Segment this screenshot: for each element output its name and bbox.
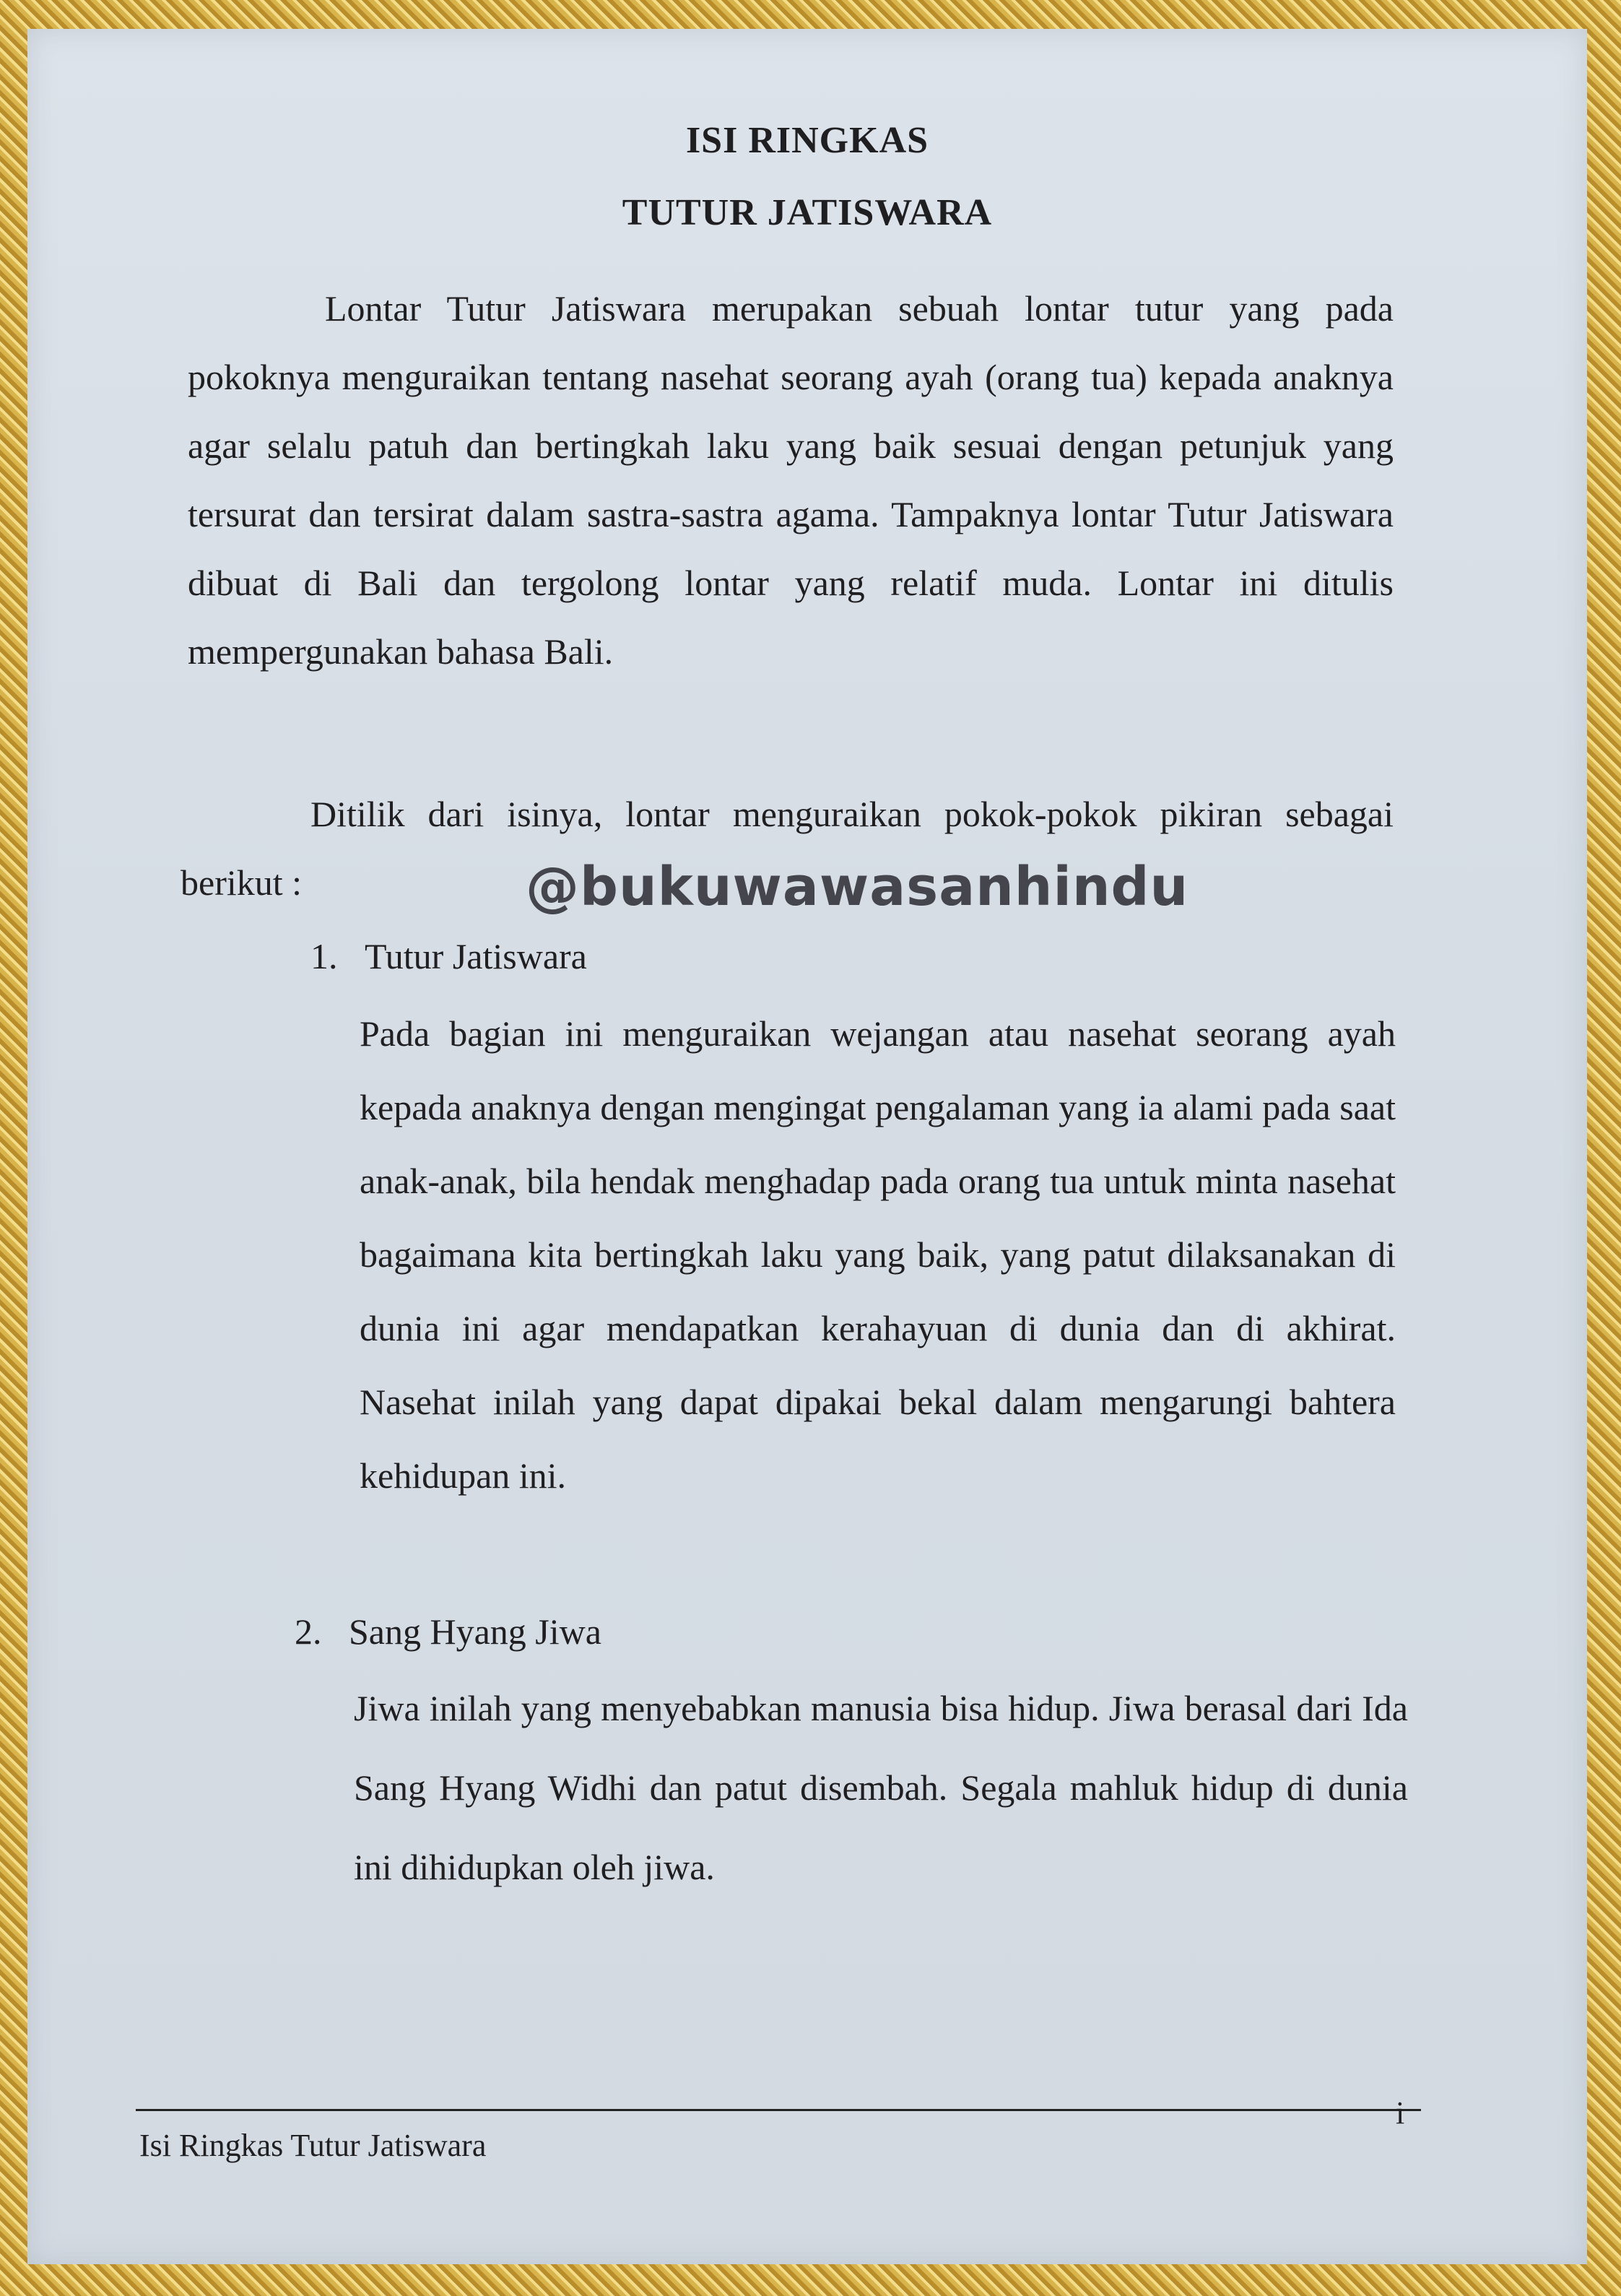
footer-title: Isi Ringkas Tutur Jatiswara [139, 2128, 487, 2163]
document-page [27, 29, 1587, 2264]
list-item-heading-2 [295, 1611, 601, 1652]
intro-paragraph: Lontar Tutur Jatiswara merupakan sebuah lontar tutur yang pada pokoknya menguraikan tentang nasehat seorang ayah (orang tua) kepada anaknya agar selalu patuh dan bertingkah laku yang baik sesuai dengan petunjuk yang tersurat dan tersirat dalam sastra-sastra agama. Tampaknya lontar Tutur Jatiswara dibuat di Bali dan tergolong lontar yang relatif muda. Lontar ini ditulis mempergunakan bahasa Bali. [188, 288, 1394, 672]
list-item-number: 1. [310, 936, 338, 976]
list-item-title: Tutur Jatiswara [365, 936, 587, 976]
list-item-title: Sang Hyang Jiwa [349, 1611, 601, 1652]
list-item-heading-1 [310, 935, 587, 977]
title-line-1: ISI RINGKAS [685, 120, 929, 161]
overview-paragraph: Ditilik dari isinya, lontar menguraikan pokok-pokok pikiran sebagai berikut : [181, 794, 1394, 903]
footer-divider [136, 2109, 1421, 2111]
list-item-body-1: Pada bagian ini menguraikan wejangan atau nasehat seorang ayah kepada anaknya dengan mengingat pengalaman yang ia alami pada saat anak-anak, bila hendak menghadap pada orang tua untuk minta nasehat bagaimana kita bertingkah laku yang baik, yang patut dilaksanakan di dunia ini agar mendapatkan kerahayuan di dunia dan di akhirat. Nasehat inilah yang dapat dipakai bekal dalam mengarungi bahtera kehidupan ini. [360, 1013, 1396, 1496]
watermark-text: @bukuwawasanhindu [526, 856, 1189, 918]
page-number: i [1396, 2095, 1405, 2131]
list-item-number: 2. [295, 1611, 322, 1652]
list-item-body-2: Jiwa inilah yang menyebabkan manusia bisa hidup. Jiwa berasal dari Ida Sang Hyang Widhi dan patut disembah. Segala mahluk hidup di dunia ini dihidupkan oleh jiwa. [354, 1688, 1408, 1887]
title-line-2: TUTUR JATISWARA [622, 192, 993, 233]
